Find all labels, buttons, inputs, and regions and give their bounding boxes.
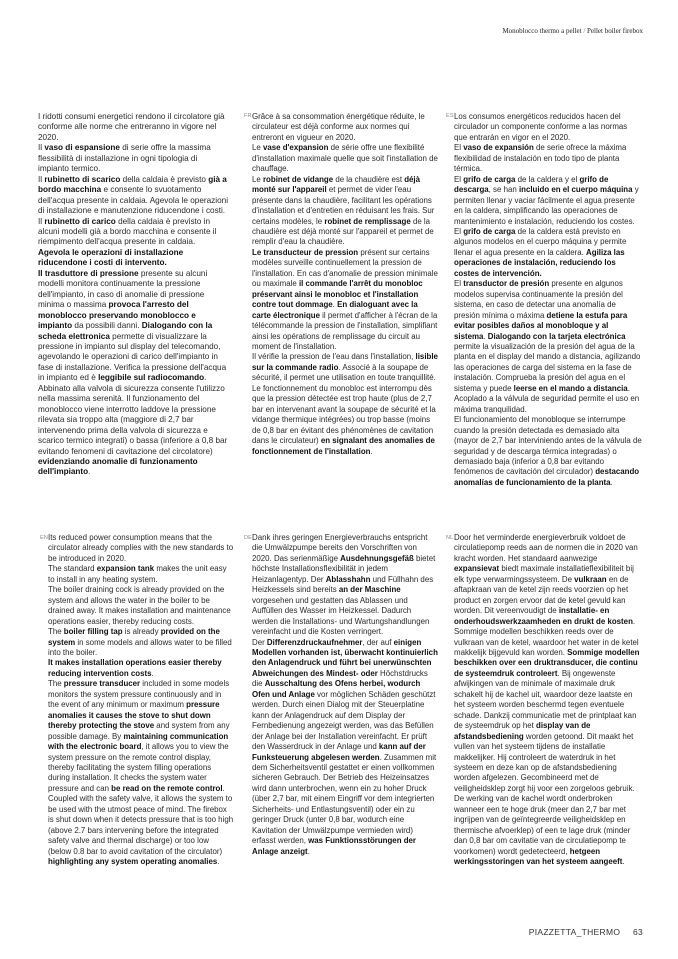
header-title: Monoblocco thermo a pellet bbox=[502, 27, 582, 35]
bold-text: evidenziando anomalie di funzionamento dell'impianto bbox=[38, 456, 198, 477]
body-text: in some models and allows water to be filled into the boiler. bbox=[48, 637, 232, 657]
body-text: . bbox=[370, 446, 373, 456]
body-text: . bbox=[88, 467, 91, 477]
body-text: presente su alcuni modelli monitora continuamente la pressione dell'impianto, in caso di anomalie di pressione minima o massima bbox=[38, 268, 208, 310]
page-header bbox=[502, 27, 643, 35]
bold-text: maintaining communication with the electronic board bbox=[48, 731, 229, 752]
body-text: Door het verminderde energieverbruik voldoet de circulatiepomp reeds aan de normen die in 2020 van kracht worden. Het standaard aanwezige bbox=[454, 533, 638, 563]
bold-text: robinet de vidange bbox=[262, 174, 334, 184]
body-text: Grâce à sa consommation énergétique réduite, le circulateur est déjà conforme aux normes qui entreront en vigueur en 2020. bbox=[252, 112, 425, 142]
bold-text: grifo de descarga bbox=[454, 174, 609, 195]
body-text: . bbox=[332, 300, 338, 310]
column-german bbox=[252, 533, 438, 857]
bold-text: display van de afstandsbediening bbox=[454, 721, 591, 741]
bold-text: be read on the remote control bbox=[111, 783, 223, 793]
column-spanish bbox=[454, 112, 642, 488]
bold-text: déjà monté sur l'appareil bbox=[252, 174, 420, 195]
body-text: I ridotti consumi energetici rendono il circolatore già conforme alle norme che entreranno in vigore nel 2020. bbox=[38, 112, 225, 142]
lang-label-de: DE bbox=[244, 535, 253, 541]
body-text: . bbox=[622, 857, 625, 867]
body-text: de serie ofrece la máxima flexibilidad de instalación en todo tipo de planta térmica. bbox=[454, 143, 627, 174]
body-text: . Sommige modellen beschikken reeds over de vulkraan van de ketel, waardoor het water in de ketel makkelijk bijgevuld kan worden. bbox=[454, 616, 639, 657]
bold-text: il commande l'arrêt du monobloc préservant ainsi le monobloc et l'installation contre tout dommage bbox=[252, 279, 423, 310]
column-english bbox=[48, 533, 234, 868]
footer-brand: PIAZZETTA_THERMO bbox=[528, 927, 621, 937]
lang-label-en: EN bbox=[40, 535, 49, 541]
bold-text: boiler filling tap bbox=[63, 627, 123, 637]
bold-text: grifo de carga bbox=[463, 226, 516, 236]
bold-text: provoca l'arresto del monoblocco preservando monoblocco e impianto bbox=[38, 300, 196, 331]
body-text: The bbox=[48, 627, 64, 637]
body-text: , se han bbox=[488, 185, 519, 195]
bold-text: vulkraan bbox=[574, 574, 607, 584]
body-text: en de aftapkraan van de ketel zijn reeds voorzien op het product en zorgen ervoor dat de ketel gevuld kan worden. Dit vereenvoudigt de bbox=[454, 574, 629, 616]
bold-text: Agiliza las operaciones de instalación, reduciendo los costes de intervención. bbox=[454, 247, 625, 278]
body-text: de la chaudière est bbox=[333, 174, 405, 184]
bold-text: Sommige modellen beschikken over een druktransducer, die continu de systeemdruk controleert bbox=[454, 647, 640, 678]
body-text: El bbox=[454, 143, 464, 153]
body-text: Le bbox=[252, 174, 263, 184]
body-text: . Abbinato alla valvola di sicurezza consente l'utilizzo nella massima serenità. Il funzionamento del monoblocco viene interrotto laddove la pressione rilevata sia troppo alta (maggiore di 2,7 bar intervenendo prima della valvola di sicurezza e scarico termico integrati) o bassa (inferiore a 0,8 bar evitando fenomeni di cavitazione del circolatore) bbox=[38, 373, 228, 456]
page-number: 63 bbox=[632, 927, 643, 937]
body-text: und Füllhahn des Heizkessels sind bereits bbox=[252, 574, 434, 595]
body-text: . Zusammen mit dem Sicherheitsventil gestattet er einen vollkommen sicheren Gebrauch. Der Betrieb des Heizeinsatzes wird dann unterbrochen, wenn ein zu hoher Druck (über 2,7 bar, mit einem Eingriff vor dem integrierten Sicherheits- und Entlastungsventil) oder ein zu geringer Druck (unter 0,8 bar, wodurch eine Kavitation der Umwälzpumpe vermieden wird) erfasst werden, bbox=[252, 752, 437, 846]
body-text: permite la visualización de la presión del agua de la planta en el display del mando a distancia, agilizando las operaciones de carga del sistema en la fase de instalación. Comprueba la presión del agua en el sistema y puede bbox=[454, 341, 641, 393]
column-french bbox=[252, 112, 438, 457]
body-text: . bbox=[483, 331, 488, 341]
body-text: de la caldera y el bbox=[515, 174, 580, 184]
body-text: della caldaia è previsto in alcuni modelli già a bordo macchina e consente il riempimento dell'acqua presente in caldaia. bbox=[38, 216, 217, 247]
bold-text: vaso di espansione bbox=[44, 143, 120, 153]
bold-text: rubinetto di scarico bbox=[44, 174, 121, 184]
bold-text: già a bordo macchina bbox=[38, 174, 227, 195]
body-text: Le bbox=[252, 143, 263, 153]
bold-text: pressure anomalies it causes the stove to shut down thereby protecting the stove bbox=[48, 700, 220, 731]
bold-text: grifo de carga bbox=[463, 174, 516, 184]
body-text: et permet de vider l'eau présente dans la chaudière, facilitant les opérations d'installation et d'entretien en réduisant les frais. Sur certains modèles, le bbox=[252, 185, 435, 226]
lang-label-es: ES bbox=[446, 113, 454, 119]
body-text: worden getoond. Dit maakt het vullen van het systeem tijdens de installatie makkelijker. Hij controleert de waterdruk in het systeem en deze kan op de afstandsbediening worden afgelezen. Gecombineerd met de veiligheidsklep zorgt hij voor een zorgeloos gebruik. De werking van de kachel wordt onderbroken wanneer een te hoge druk (meer dan 2,7 bar met ingrijpen van de geïntegreerde veiligheidsklep en thermische afvoerklep) of een te lage druk (minder dan 0,8 bar om cavitatie van de circulatiepomp te voorkomen) wordt gedetecteerd, bbox=[454, 731, 635, 856]
body-text: El funcionamiento del monobloque se interrumpe cuando la presión detectada es demasiado alta (mayor de 2,7 bar interviniendo antes de la válvula de seguridad y de descarga térmica integradas) o demasiado baja (inferior a 0,8 bar evitando fenómenos de cavitación del circulador) bbox=[454, 415, 642, 477]
bold-text: Agevola le operazioni di installazione riducendone i costi di intervento. bbox=[38, 247, 184, 268]
bold-text: Dialogando con la tarjeta electrónica bbox=[487, 331, 626, 341]
bold-text: kann auf der Funksteuerung abgelesen werden bbox=[252, 742, 426, 762]
body-text: El bbox=[454, 226, 464, 236]
bold-text: En dialoguant avec la carte électronique bbox=[252, 300, 418, 320]
bold-text: en signalant des anomalies de fonctionnement de l'installation bbox=[252, 436, 435, 456]
body-text: and system from any possible damage. By bbox=[48, 721, 230, 741]
body-text: . Associé à la soupape de sécurité, il permet une utilisation en toute tranquillité. Le fonctionnement du monobloc est interrompu dès que la pression détectée est trop haute (plus de 2,7 bar en intervenant avant la soupape de sécurité et la vidange thermique intégrées) ou trop basse (moins de 0,8 bar en évitant des phénomènes de cavitation dans le circulateur) bbox=[252, 362, 436, 446]
body-text: , it allows you to view the system pressure on the remote control display, thereby facilitating the system filling operations during installation. It checks the system water pressure and can bbox=[48, 742, 229, 793]
body-text: de la chaudière est déjà monté sur l'appareil et permet de remplir d'eau la chaudière. bbox=[252, 216, 434, 247]
bold-text: Ausschaltung des Ofens herbei, wodurch Ofen und Anlage bbox=[252, 679, 421, 699]
body-text: e consente lo svuotamento dell'acqua presente in caldaia. Agevola le operazioni di installazione e manutenzione riducendone i costi. bbox=[38, 185, 228, 216]
body-text: présent sur certains modèles surveille continuellement la pression de l'installation. En cas d'anomalie de pression minimale ou maximale bbox=[252, 247, 438, 289]
bold-text: incluido en el cuerpo máquina bbox=[518, 185, 633, 195]
bold-text: was Funktionsstörungen der Anlage anzeigt bbox=[252, 836, 416, 856]
body-text: . bbox=[217, 857, 220, 867]
body-text: is already bbox=[122, 627, 161, 637]
body-text: da possibili danni. bbox=[72, 321, 142, 331]
body-text: Il bbox=[38, 143, 45, 153]
body-text: di serie offre la massima flessibilità di installazione in ogni tipologia di impianto termico. bbox=[38, 143, 211, 174]
bold-text: Ablasshahn bbox=[325, 574, 371, 584]
bold-text: Ausdehnungsgefäß bbox=[340, 553, 414, 563]
body-text: The boiler draining cock is already provided on the system and allows the water in the boiler to be drained away. It makes installation and maintenance operations easier, thereby reducing costs. bbox=[48, 585, 231, 626]
body-text: The bbox=[48, 679, 64, 689]
bold-text: Dialogando con la scheda elettronica bbox=[38, 321, 213, 341]
body-text: Il vérifie la pression de l'eau dans l'installation, bbox=[252, 352, 416, 362]
bold-text: pressure transducer bbox=[63, 679, 141, 689]
bold-text: vaso de expansión bbox=[463, 143, 534, 153]
lang-label-fr: FR bbox=[244, 113, 252, 119]
body-text: Los consumos energéticos reducidos hacen del circulador un componente conforme a las normas que entrarán en vigor en el 2020. bbox=[454, 112, 628, 142]
body-text: permette di visualizzare la pressione in impianto sul display del telecomando, agevolando le operazioni di carico dell'impianto in fase di installazione. Verifica la pressione dell'acqua in impianto ed è bbox=[38, 331, 227, 383]
bold-text: Differenzdruckaufnehmer bbox=[266, 637, 363, 647]
bold-text: provided on the system bbox=[48, 627, 220, 647]
body-text: della caldaia è previsto bbox=[120, 174, 209, 184]
body-text: Il bbox=[38, 216, 45, 226]
bold-text: leerse en el mando a distancia bbox=[513, 383, 628, 393]
body-text: de la caldera está previsto en algunos modelos en el cuerpo máquina y permite llenar el agua presente en la caldera. bbox=[454, 226, 627, 257]
bold-text: destacando anomalías de funcionamiento de la planta bbox=[454, 467, 640, 487]
body-text: included in some models monitors the system pressure continuously and in the event of any minimum or maximum bbox=[48, 679, 230, 710]
body-text: de série offre une flexibilité d'installation maximale quelle que soit l'installation de chauffage. bbox=[252, 143, 438, 174]
body-text: biedt maximale installatieflexibiliteit bij elk type verwarmingssysteem. De bbox=[454, 564, 634, 584]
body-text: . Bij ongewenste afwijkingen van de minimale of maximale druk schakelt hij de kachel uit, waardoor deze laatste en het systeem worden beschermd tegen eventuele schade. Dankzij communicatie met de printplaat kan de systeemdruk op het bbox=[454, 668, 637, 731]
body-text: presente en algunos modelos supervisa continuamente la presión del sistema, en caso de detectar una anomalía de presión mínima o máxima bbox=[454, 279, 623, 320]
lang-label-nl: NL bbox=[446, 535, 454, 541]
body-text: Höchstdrucks die bbox=[252, 668, 428, 689]
body-text: Der bbox=[252, 637, 267, 647]
bold-text: hetgeen werkingsstoringen van het systeem aangeeft bbox=[454, 846, 623, 867]
bold-text: rubinetto di carico bbox=[44, 216, 116, 226]
bold-text: an der Maschine bbox=[338, 585, 401, 595]
body-text: . bbox=[307, 846, 310, 856]
body-text: Il bbox=[38, 174, 45, 184]
body-text: bietet höchste Installationsflexibilität in jedem Heizanlagentyp. Der bbox=[252, 553, 436, 584]
body-text: El bbox=[454, 279, 464, 289]
body-text: . bbox=[610, 477, 613, 487]
column-dutch bbox=[454, 533, 642, 868]
bold-text: transductor de presión bbox=[463, 279, 550, 289]
body-text: Its reduced power consumption means that the circulator already complies with the new standards to be introduced in 2020. bbox=[48, 533, 234, 563]
body-text: makes the unit easy to install in any heating system. bbox=[48, 564, 227, 584]
bold-text: Il trasduttore di pressione bbox=[38, 268, 139, 278]
bold-text: einigen Modellen vorhanden ist, überwacht kontinuierlich den Anlagendruck und führt bei unerwünschten Abweichungen des Mindest- oder bbox=[252, 637, 438, 678]
bold-text: Le transducteur de pression bbox=[252, 247, 359, 257]
body-text: . bbox=[151, 668, 154, 678]
bold-text: lisible sur la commande radio bbox=[252, 352, 438, 372]
bold-text: expansion tank bbox=[96, 564, 155, 574]
body-text: El bbox=[454, 174, 464, 184]
bold-text: leggibile sul radiocomando bbox=[98, 373, 205, 383]
body-text: vor möglichen Schäden geschützt werden. Durch einen Dialog mit der Steuerplatine kann der Anlagendruck auf dem Display der Fernbedienung angezeigt werden, was das Befüllen der Anlage bei der Installation vereinfacht. Er prüft den Wasserdruck in der Anlage und bbox=[252, 689, 436, 752]
bold-text: detiene la estufa para evitar posibles daños al monobloque y al sistema bbox=[454, 310, 628, 341]
bold-text: It makes installation operations easier thereby reducing intervention costs bbox=[48, 658, 222, 678]
body-text: The standard bbox=[48, 564, 97, 574]
body-text: . Coupled with the safety valve, it allows the system to be used with the utmost peace of mind. The firebox is shut down when it detects pressure that is too high (above 2.7 bars intervening before the integrated safety valve and thermal discharge) or too low (below 0.8 bar to avoid cavitation of the circulator) bbox=[48, 783, 234, 856]
body-text: il permet d'afficher à l'écran de la télécommande la pression de l'installation, simplifiant ainsi les opérations de remplissage du circuit au moment de l'installation. bbox=[252, 310, 438, 351]
body-text: . Acoplado a la válvula de seguridad permite el uso en máxima tranquilidad. bbox=[454, 383, 640, 414]
body-text: , der auf bbox=[362, 637, 394, 647]
bold-text: vase d'expansion bbox=[262, 143, 329, 153]
body-text: y permiten llenar y vaciar fácilmente el agua presente en la caldera, simplificando las operaciones de mantenimiento e instalación, reduciendo los costes. bbox=[454, 185, 639, 226]
bold-text: expansievat bbox=[454, 564, 500, 574]
bold-text: highlighting any system operating anomalies bbox=[48, 857, 218, 867]
bold-text: robinet de remplissage bbox=[324, 216, 411, 226]
header-separator: / bbox=[583, 27, 586, 35]
header-subtitle: Pellet boiler firebox bbox=[587, 27, 643, 35]
bold-text: installatie- en onderhoudswerkzaamheden en drukt de kosten bbox=[454, 606, 633, 626]
column-italian bbox=[38, 112, 228, 478]
body-text: vorgesehen und gestatten das Ablassen und Auffüllen des Wasser im Heizkessel. Dadurch werden die Installations- und Wartungshandlungen vereinfacht und die Kosten verringert. bbox=[252, 595, 430, 637]
page-footer bbox=[529, 927, 643, 937]
body-text: Dank ihres geringen Energieverbrauchs entspricht die Umwälzpumpe bereits den Vorschriften von 2020. Das serienmäßige bbox=[252, 533, 428, 563]
